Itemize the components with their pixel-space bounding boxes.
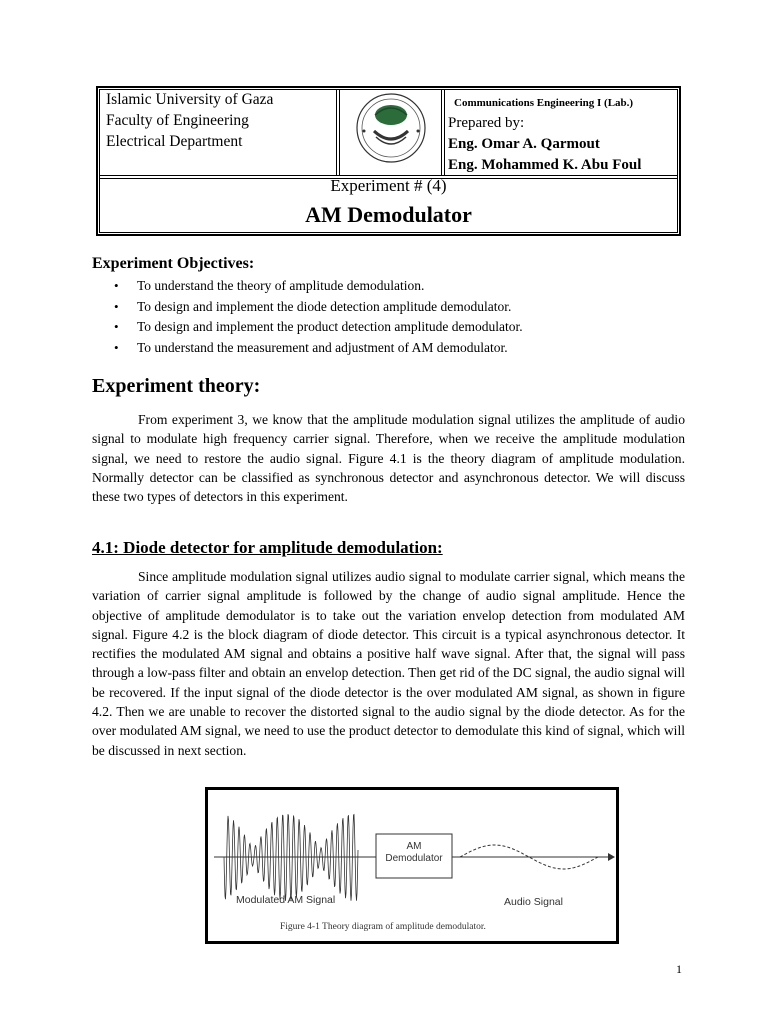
figure-4-1 xyxy=(205,787,619,944)
input-signal-label: Modulated AM Signal xyxy=(236,894,336,906)
objective-item: • To design and implement the product detection amplitude demodulator. xyxy=(112,317,712,338)
demodulator-block-label: AM Demodulator xyxy=(385,841,443,864)
page-number: 1 xyxy=(676,962,682,976)
am-demodulator-diagram xyxy=(208,790,616,941)
author-1: Eng. Omar A. Qarmout xyxy=(448,136,600,152)
modulated-am-waveform xyxy=(224,814,358,901)
experiment-number: Experiment # (4) xyxy=(330,176,447,195)
am-carrier-trace xyxy=(224,814,358,901)
output-arrow-icon xyxy=(608,853,615,861)
figure-caption: Figure 4-1 Theory diagram of amplitude demodulator. xyxy=(280,922,486,932)
objectives-heading: Experiment Objectives: xyxy=(92,255,255,272)
objectives-list xyxy=(112,276,712,358)
course-name: Communications Engineering I (Lab.) xyxy=(454,97,634,109)
objective-item: • To design and implement the diode detection amplitude demodulator. xyxy=(112,297,712,318)
prepared-by-label: Prepared by: xyxy=(448,115,525,131)
experiment-title: AM Demodulator xyxy=(305,202,472,227)
department-name: Electrical Department xyxy=(106,133,243,150)
theory-heading: Experiment theory: xyxy=(92,375,261,397)
author-2: Eng. Mohammed K. Abu Foul xyxy=(448,157,642,173)
section-4-1-paragraph: Since amplitude modulation signal utilizes audio signal to modulate carrier signal, which means the variation of carrier signal amplitude is followed by the change of audio signal amplitude. Hence the objective of amplitude demodulator is to take out the variation envelop detection from modulated AM signal. Figure 4.2 is the block diagram of diode detector. This circuit is a typical asynchronous detector. It rectifies the modulated AM signal and obtains a positive half wave signal. After that, the signal will pass through a low-pass filter and obtain an envelop detection. Then get rid of the DC signal, the audio signal will be recovered. If the input signal of the diode detector is the over modulated AM signal, as shown in figure 4.2. Then we are unable to recover the distorted signal to the audio signal by the diode detector. As for the over modulated AM signal, we need to use the product detector to demodulate this kind of signal, which will be discussed in next section. xyxy=(92,569,685,758)
objective-item: • To understand the measurement and adjustment of AM demodulator. xyxy=(112,338,712,359)
output-signal-label: Audio Signal xyxy=(504,896,563,908)
institution-block xyxy=(106,89,273,152)
university-logo-icon xyxy=(352,91,430,165)
theory-paragraph: From experiment 3, we know that the amplitude modulation signal utilizes the amplitude of audio signal to modulate high frequency carrier signal. Therefore, when we receive the amplitude modulation signal, we need to restore the audio signal. Figure 4.1 is the theory diagram of amplitude modulation. Normally detector can be classified as synchronous detector and asynchronous detector. We will discuss these two types of detectors in this experiment. xyxy=(92,412,685,505)
prepared-by-block xyxy=(448,93,641,176)
section-4-1-heading: 4.1: Diode detector for amplitude demodulation: xyxy=(92,538,443,557)
university-name: Islamic University of Gaza xyxy=(106,91,274,108)
objective-item: • To understand the theory of amplitude demodulation. xyxy=(112,276,712,297)
faculty-name: Faculty of Engineering xyxy=(106,112,249,129)
